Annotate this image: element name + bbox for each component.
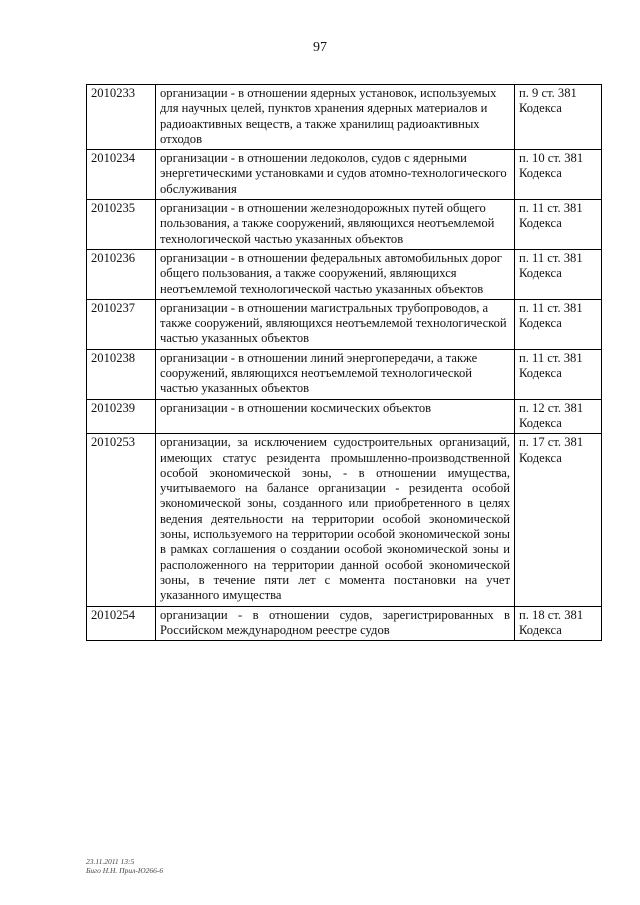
legal-reference (515, 434, 602, 606)
benefit-description: организации - в отношении линий энергопередачи, а также сооружений, являющихся неотъемлемой технологической частью указанных объектов (156, 349, 515, 399)
benefit-description: организации - в отношении ядерных установок, используемых для научных целей, пунктов хранения ядерных материалов и радиоактивных веществ, а также хранилищ радиоактивных отходов (156, 85, 515, 150)
print-timestamp: 23.11.2011 13:5 (86, 857, 135, 866)
article-reference: п. 17 ст. 381 (519, 435, 584, 450)
article-reference: п. 11 ст. 381 (519, 201, 583, 216)
benefit-description: организации - в отношении ледоколов, судов с ядерными энергетическими установками и судов атомно-технологического обслуживания (156, 150, 515, 200)
table-row (87, 200, 602, 250)
code-reference: Кодекса (519, 366, 562, 381)
benefit-code: 2010254 (87, 606, 156, 641)
benefit-description: организации - в отношении космических объектов (156, 399, 515, 434)
legal-reference (515, 349, 602, 399)
legal-reference (515, 85, 602, 150)
legal-reference (515, 249, 602, 299)
benefit-description: организации - в отношении судов, зарегистрированных в Российском международном реестре судов (156, 606, 515, 641)
print-reference: Биго Н.Н. Прил-Ю266-6 (86, 866, 164, 875)
benefit-code: 2010239 (87, 399, 156, 434)
benefit-description: организации - в отношении железнодорожных путей общего пользования, а также сооружений, являющихся неотъемлемой технологической частью указанных объектов (156, 200, 515, 250)
code-reference: Кодекса (519, 266, 562, 281)
article-reference: п. 11 ст. 381 (519, 250, 583, 265)
code-reference: Кодекса (519, 101, 562, 116)
article-reference: п. 12 ст. 381 (519, 400, 584, 415)
code-reference: Кодекса (519, 216, 562, 231)
benefit-code: 2010235 (87, 200, 156, 250)
article-reference: п. 10 ст. 381 (519, 151, 584, 166)
table-row (87, 434, 602, 606)
table-row (87, 299, 602, 349)
legal-reference (515, 200, 602, 250)
article-reference: п. 11 ст. 381 (519, 300, 583, 315)
benefit-description: организации - в отношении федеральных автомобильных дорог общего пользования, а также сооружений, являющихся неотъемлемой технологической частью указанных объектов (156, 249, 515, 299)
table-row (87, 150, 602, 200)
benefit-code: 2010237 (87, 299, 156, 349)
benefit-code: 2010236 (87, 249, 156, 299)
tax-benefit-codes-table (86, 84, 602, 641)
page-number: 97 (313, 40, 327, 55)
legal-reference (515, 299, 602, 349)
table-row (87, 85, 602, 150)
benefit-code: 2010234 (87, 150, 156, 200)
benefit-code: 2010233 (87, 85, 156, 150)
code-reference: Кодекса (519, 622, 562, 637)
table-row (87, 399, 602, 434)
article-reference: п. 18 ст. 381 (519, 607, 584, 622)
table-row (87, 249, 602, 299)
benefit-description: организации - в отношении магистральных трубопроводов, а также сооружений, являющихся неотъемлемой технологической частью указанных объектов (156, 299, 515, 349)
table-row (87, 606, 602, 641)
code-reference: Кодекса (519, 166, 562, 181)
benefit-code: 2010253 (87, 434, 156, 606)
article-reference: п. 11 ст. 381 (519, 350, 583, 365)
table-row (87, 349, 602, 399)
code-reference: Кодекса (519, 450, 562, 465)
code-reference: Кодекса (519, 316, 562, 331)
benefit-code: 2010238 (87, 349, 156, 399)
code-reference: Кодекса (519, 415, 562, 430)
print-stamp (86, 857, 163, 875)
article-reference: п. 9 ст. 381 (519, 86, 577, 100)
benefit-description: организации, за исключением судостроительных организаций, имеющих статус резидента промышленно-производственной особой экономической зоны, - в отношении имущества, учитываемого на балансе организации - резидента особой экономической зоны, созданного или приобретенного в целях ведения деятельности на территории особой экономической зоны, используемого на территории особой экономической зоны в рамках соглашения о создании особой экономической зоны и расположенного на территории данной особой экономической зоны, в течение пяти лет с момента постановки на учет указанного имущества (156, 434, 515, 606)
legal-reference (515, 606, 602, 641)
legal-reference (515, 399, 602, 434)
legal-reference (515, 150, 602, 200)
